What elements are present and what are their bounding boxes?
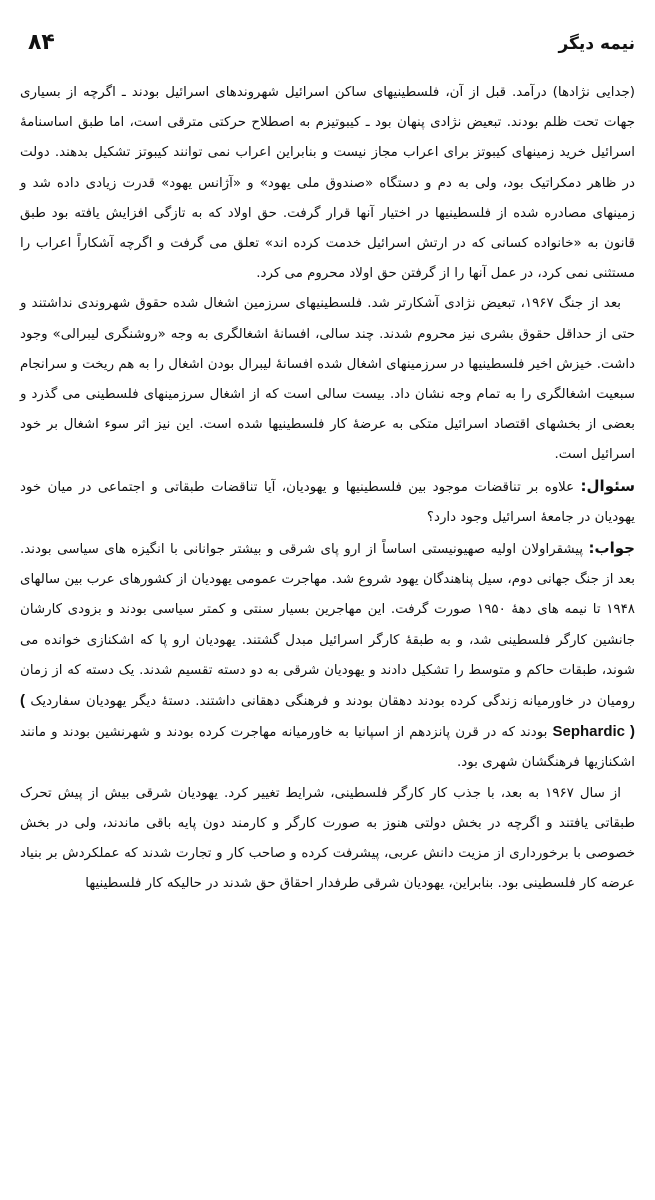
question-label: سئوال: bbox=[580, 476, 635, 495]
answer-label: جواب: bbox=[588, 539, 635, 558]
paragraph-3: از سال ۱۹۶۷ به بعد، با جذب کار کارگر فلسطینی، شرایط تغییر کرد. یهودیان شرقی بیش از پیش تحرک طبقاتی یافتند و اگرچه در بخش دولتی هنوز به صورت کارگر و کارمند دون پایه باقی ماندند، ولی در بخش خصوصی با برخورداری از مزیت دانش عربی، پیشرفت کرده و صاحب کار و تجارت شدند که عملکردش بر بنیاد عرضه کار فلسطینی بود. بنابراین، یهودیان شرقی طرفدار احقاق حق شدند در حالیکه کار فلسطینیها bbox=[20, 785, 635, 892]
sephardic-term: ( Sephardic ) bbox=[20, 692, 635, 741]
answer-paragraph bbox=[20, 533, 635, 779]
answer-text-1: پیشقراولان اولیه صهیونیستی اساساً از ارو پای شرقی و بیشتر جوانانی با انگیزه های سیاسی بودند. بعد از جنگ جهانی دوم، سیل پناهندگان یهود شروع شد. مهاجرت عمومی یهودیان از کشورهای عرب بین سالهای ۱۹۴۸ تا نیمه های دههٔ ۱۹۵۰ صورت گرفت. این مهاجرین بسیار سنتی و کمتر سیاسی بودند و بزودی کارشان جانشین کارگر فلسطینی شد، و به طبقهٔ کارگر اسرائیل مبدل گشتند. یهودیان ارو پا که اشکنازی خوانده می شوند، طبقات حاکم و متوسط را تشکیل دادند و یهودیان شرقی به دو دسته تقسیم شدند. یک دسته که از زمان رومیان در خاورمیانه زندگی کرده بودند دهقان بودند و فرهنگی دهقانی داشتند. دستهٔ دیگر یهودیان سفاردیک bbox=[20, 542, 635, 710]
answer-text-2: بودند که در قرن پانزدهم از اسپانیا به خاورمیانه مهاجرت کرده بودند و شهرنشین بودند و مانند اشکنازیها فرهنگشان شهری بود. bbox=[20, 725, 635, 771]
page-number: ۸۴ bbox=[28, 30, 55, 55]
question-text: علاوه بر تناقضات موجود بین فلسطینیها و یهودیان، آیا تناقضات طبقاتی و اجتماعی در میان خود یهودیان در جامعهٔ اسرائیل وجود دارد؟ bbox=[20, 479, 635, 525]
book-title: نیمه دیگر bbox=[558, 34, 635, 54]
paragraph-1: (جدایی نژادها) درآمد. قبل از آن، فلسطینیهای ساکن اسرائیل شهروندهای اسرائیل بودند ـ اگرچه از بسیاری جهات تحت ظلم بودند. تبعیض نژادی پنهان بود ـ کیبوتیزم به اصطلاح حرکتی مترقی است، اما طبق اساسنامهٔ اسرائیل خرید زمینهای کیبوتز برای اعراب مجاز نیست و بنابراین اعراب نمی توانند کیبوتز تشکیل بدهند. دولت در ظاهر دمکراتیک بود، ولی به دم و دستگاه «صندوق ملی یهود» و «آژانس یهود» قدرت زیادی داده شد و زمینهای مصادره شده از فلسطینیها در اختیار آنها قرار گرفت. حق اولاد که به تازگی افزایش یافته بود طبق قانون به «خانواده کسانی که در ارتش اسرائیل خدمت کرده اند» تعلق می گرفت و اگرچه آشکاراً اعراب را مستثنی نمی کرد، در عمل آنها را از گرفتن حق اولاد محروم می کرد. bbox=[20, 85, 635, 282]
question-paragraph bbox=[20, 471, 635, 533]
page-body bbox=[20, 78, 635, 899]
page-header bbox=[28, 30, 635, 70]
paragraph-2: بعد از جنگ ۱۹۶۷، تبعیض نژادی آشکارتر شد. فلسطینیهای سرزمین اشغال شده حقوق شهروندی نداشتند و حتی از حداقل حقوق بشری نیز محروم شدند. چند سالی، افسانهٔ اشغالگری به وجه «روشنگری لیبرالی» وجود داشت. خیزش اخیر فلسطینیها در سرزمینهای اشغال شده افسانهٔ لیبرال بودن اشغال را به هم ریخت و سرانجام سبعیت اشغالگری را به تمام وجه نشان داد. بیست سالی است که از اشغال سرزمینهای فلسطینی می گذرد و بعضی از بخشهای اقتصاد اسرائیل متکی به عرضهٔ کار فلسطینیها شده است. این نیز اثر سوء اشغال بر خود اسرائیل است. bbox=[20, 296, 635, 463]
